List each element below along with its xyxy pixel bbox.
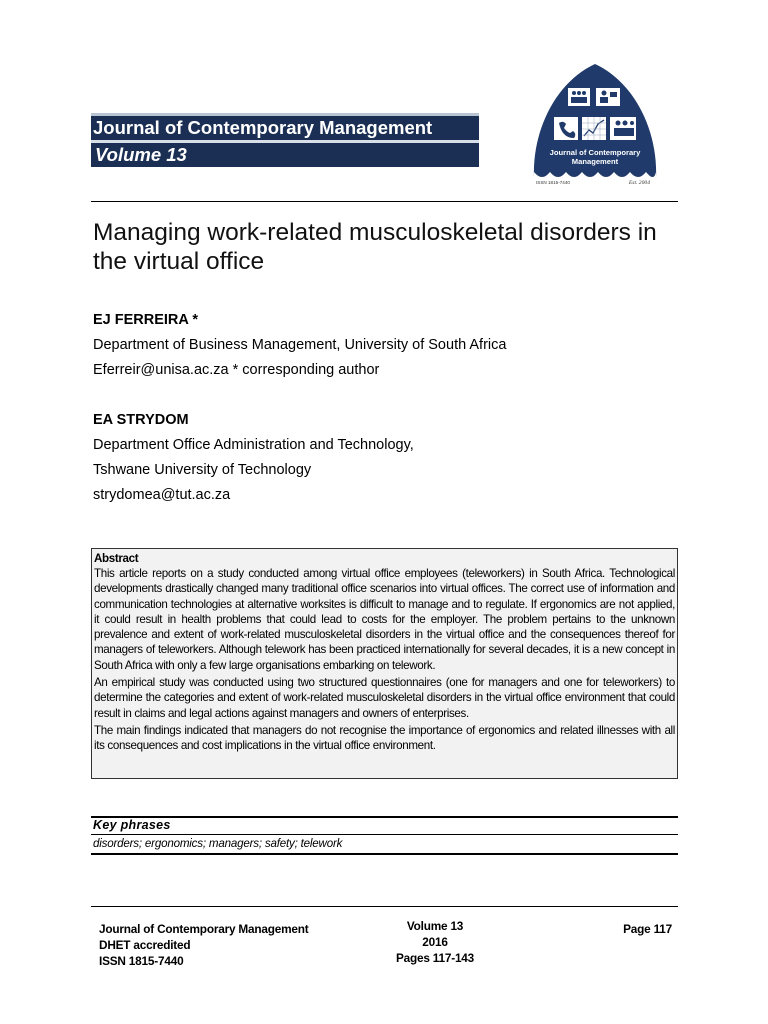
- abstract-heading: Abstract: [94, 552, 139, 565]
- logo-text-line1: Journal of Contemporary: [549, 148, 641, 157]
- author-name-2: EA STRYDOM: [93, 412, 189, 428]
- logo-est: Est. 2004: [628, 180, 650, 186]
- abstract-paragraph-2: An empirical study was conducted using two structured questionnaires (one for managers and one for teleworkers) to determine the categories and extent of work-related musculoskeletal disorders in the virtual office environment that could result in claims and legal actions against managers and owners of enterprises.: [94, 676, 675, 720]
- footer-volume: Volume 13: [406, 919, 464, 933]
- paper-title: Managing work-related musculoskeletal disorders in the virtual office: [93, 219, 657, 275]
- footer-issn: ISSN 1815-7440: [99, 954, 184, 968]
- author-2-email: strydomea@tut.ac.za: [93, 487, 231, 503]
- header-rule: [91, 201, 678, 202]
- key-phrases-top-rule: [91, 816, 678, 818]
- key-phrases-bottom-rule: [91, 853, 678, 855]
- author-1-affiliation: Department of Business Management, University of South Africa: [93, 337, 507, 353]
- footer-rule: [91, 906, 678, 907]
- volume-banner: Volume 13: [91, 143, 479, 167]
- logo-issn: ISSN 1815-7440: [536, 180, 570, 185]
- footer-pages: Pages 117-143: [395, 951, 475, 965]
- abstract-paragraph-3: The main findings indicated that managers do not recognise the importance of ergonomics and related illnesses with all its consequences and cost implications in the virtual office environment.: [94, 723, 675, 753]
- footer-year: 2016: [422, 935, 448, 949]
- footer-accreditation: DHET accredited: [99, 938, 191, 952]
- logo-text-line2: Management: [571, 157, 619, 166]
- key-phrases-text: disorders; ergonomics; managers; safety; telework: [93, 837, 343, 850]
- footer-journal-name: Journal of Contemporary Management: [99, 922, 309, 936]
- footer-left: [99, 921, 309, 969]
- key-phrases-heading: Key phrases: [93, 818, 171, 832]
- author-1-email: Eferreir@unisa.ac.za * corresponding author: [93, 362, 380, 378]
- author-2-affiliation-line-2: Tshwane University of Technology: [93, 462, 312, 478]
- abstract-box: [91, 548, 678, 779]
- journal-banner: Journal of Contemporary Management: [91, 116, 479, 140]
- author-name-1: EJ FERREIRA *: [93, 312, 199, 328]
- journal-logo: [526, 60, 664, 190]
- abstract-paragraph-1: This article reports on a study conducted among virtual office employees (teleworkers) in South Africa. Technological developments drastically changed many traditional office scenarios into virtual offices. The correct use of information and communication technologies at alternative worksites is difficult to manage and to regulate. If ergonomics are not applied, it could result in health problems that could lead to costs for the employer. The problem pertains to the unknown prevalence and extent of work-related musculoskeletal disorders in the virtual office and the consequences thereof for managers of teleworkers. Although telework has been practiced internationally for several decades, it is a new concept in South Africa with only a few large organisations embarking on telework.: [94, 567, 675, 672]
- footer-page-number: Page 117: [623, 922, 672, 936]
- key-phrases-mid-rule: [91, 834, 678, 835]
- author-2-affiliation-line-1: Department Office Administration and Technology,: [93, 437, 414, 453]
- footer-center: [375, 918, 495, 966]
